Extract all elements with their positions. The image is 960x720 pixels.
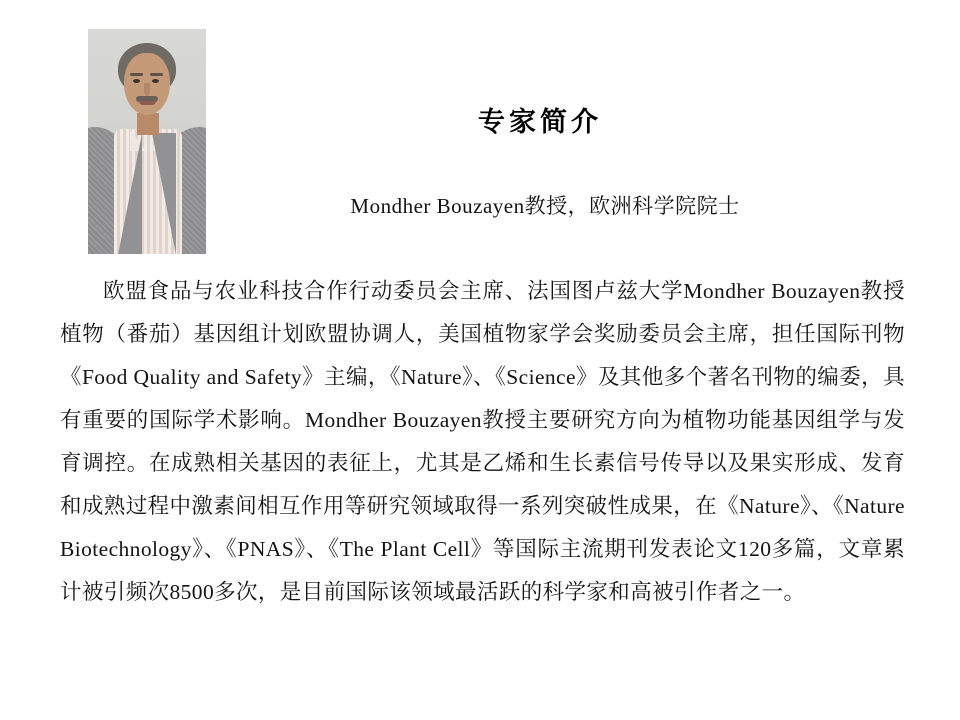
portrait-photo [88, 29, 206, 254]
eyebrow-left [130, 73, 143, 76]
eyebrow-right [150, 73, 163, 76]
eye-right [152, 79, 159, 83]
eye-left [133, 79, 140, 83]
nose [144, 83, 150, 96]
biography-paragraph: 欧盟食品与农业科技合作行动委员会主席、法国图卢兹大学Mondher Bouzayen教授植物（番茄）基因组计划欧盟协调人，美国植物家学会奖励委员会主席，担任国际刊物《Food Quality and Safety》主编，《Nature》、《Science》及其他多个著名刊物的编委，具有重要的国际学术影响。Mondher Bouzayen教授主要研究方向为植物功能基因组学与发育调控。在成熟相关基因的表征上，尤其是乙烯和生长素信号传导以及果实形成、发育和成熟过程中激素间相互作用等研究领域取得一系列突破性成果，在《Nature》、《Nature Biotechnology》、《PNAS》、《The Plant Cell》等国际主流期刊发表论文120多篇，文章累计被引频次8500多次，是目前国际该领域最活跃的科学家和高被引作者之一。 [60, 279, 905, 604]
subtitle-name-affiliation: Mondher Bouzayen教授，欧洲科学院院士 [350, 194, 740, 218]
page-title: 专家简介 [478, 107, 602, 138]
